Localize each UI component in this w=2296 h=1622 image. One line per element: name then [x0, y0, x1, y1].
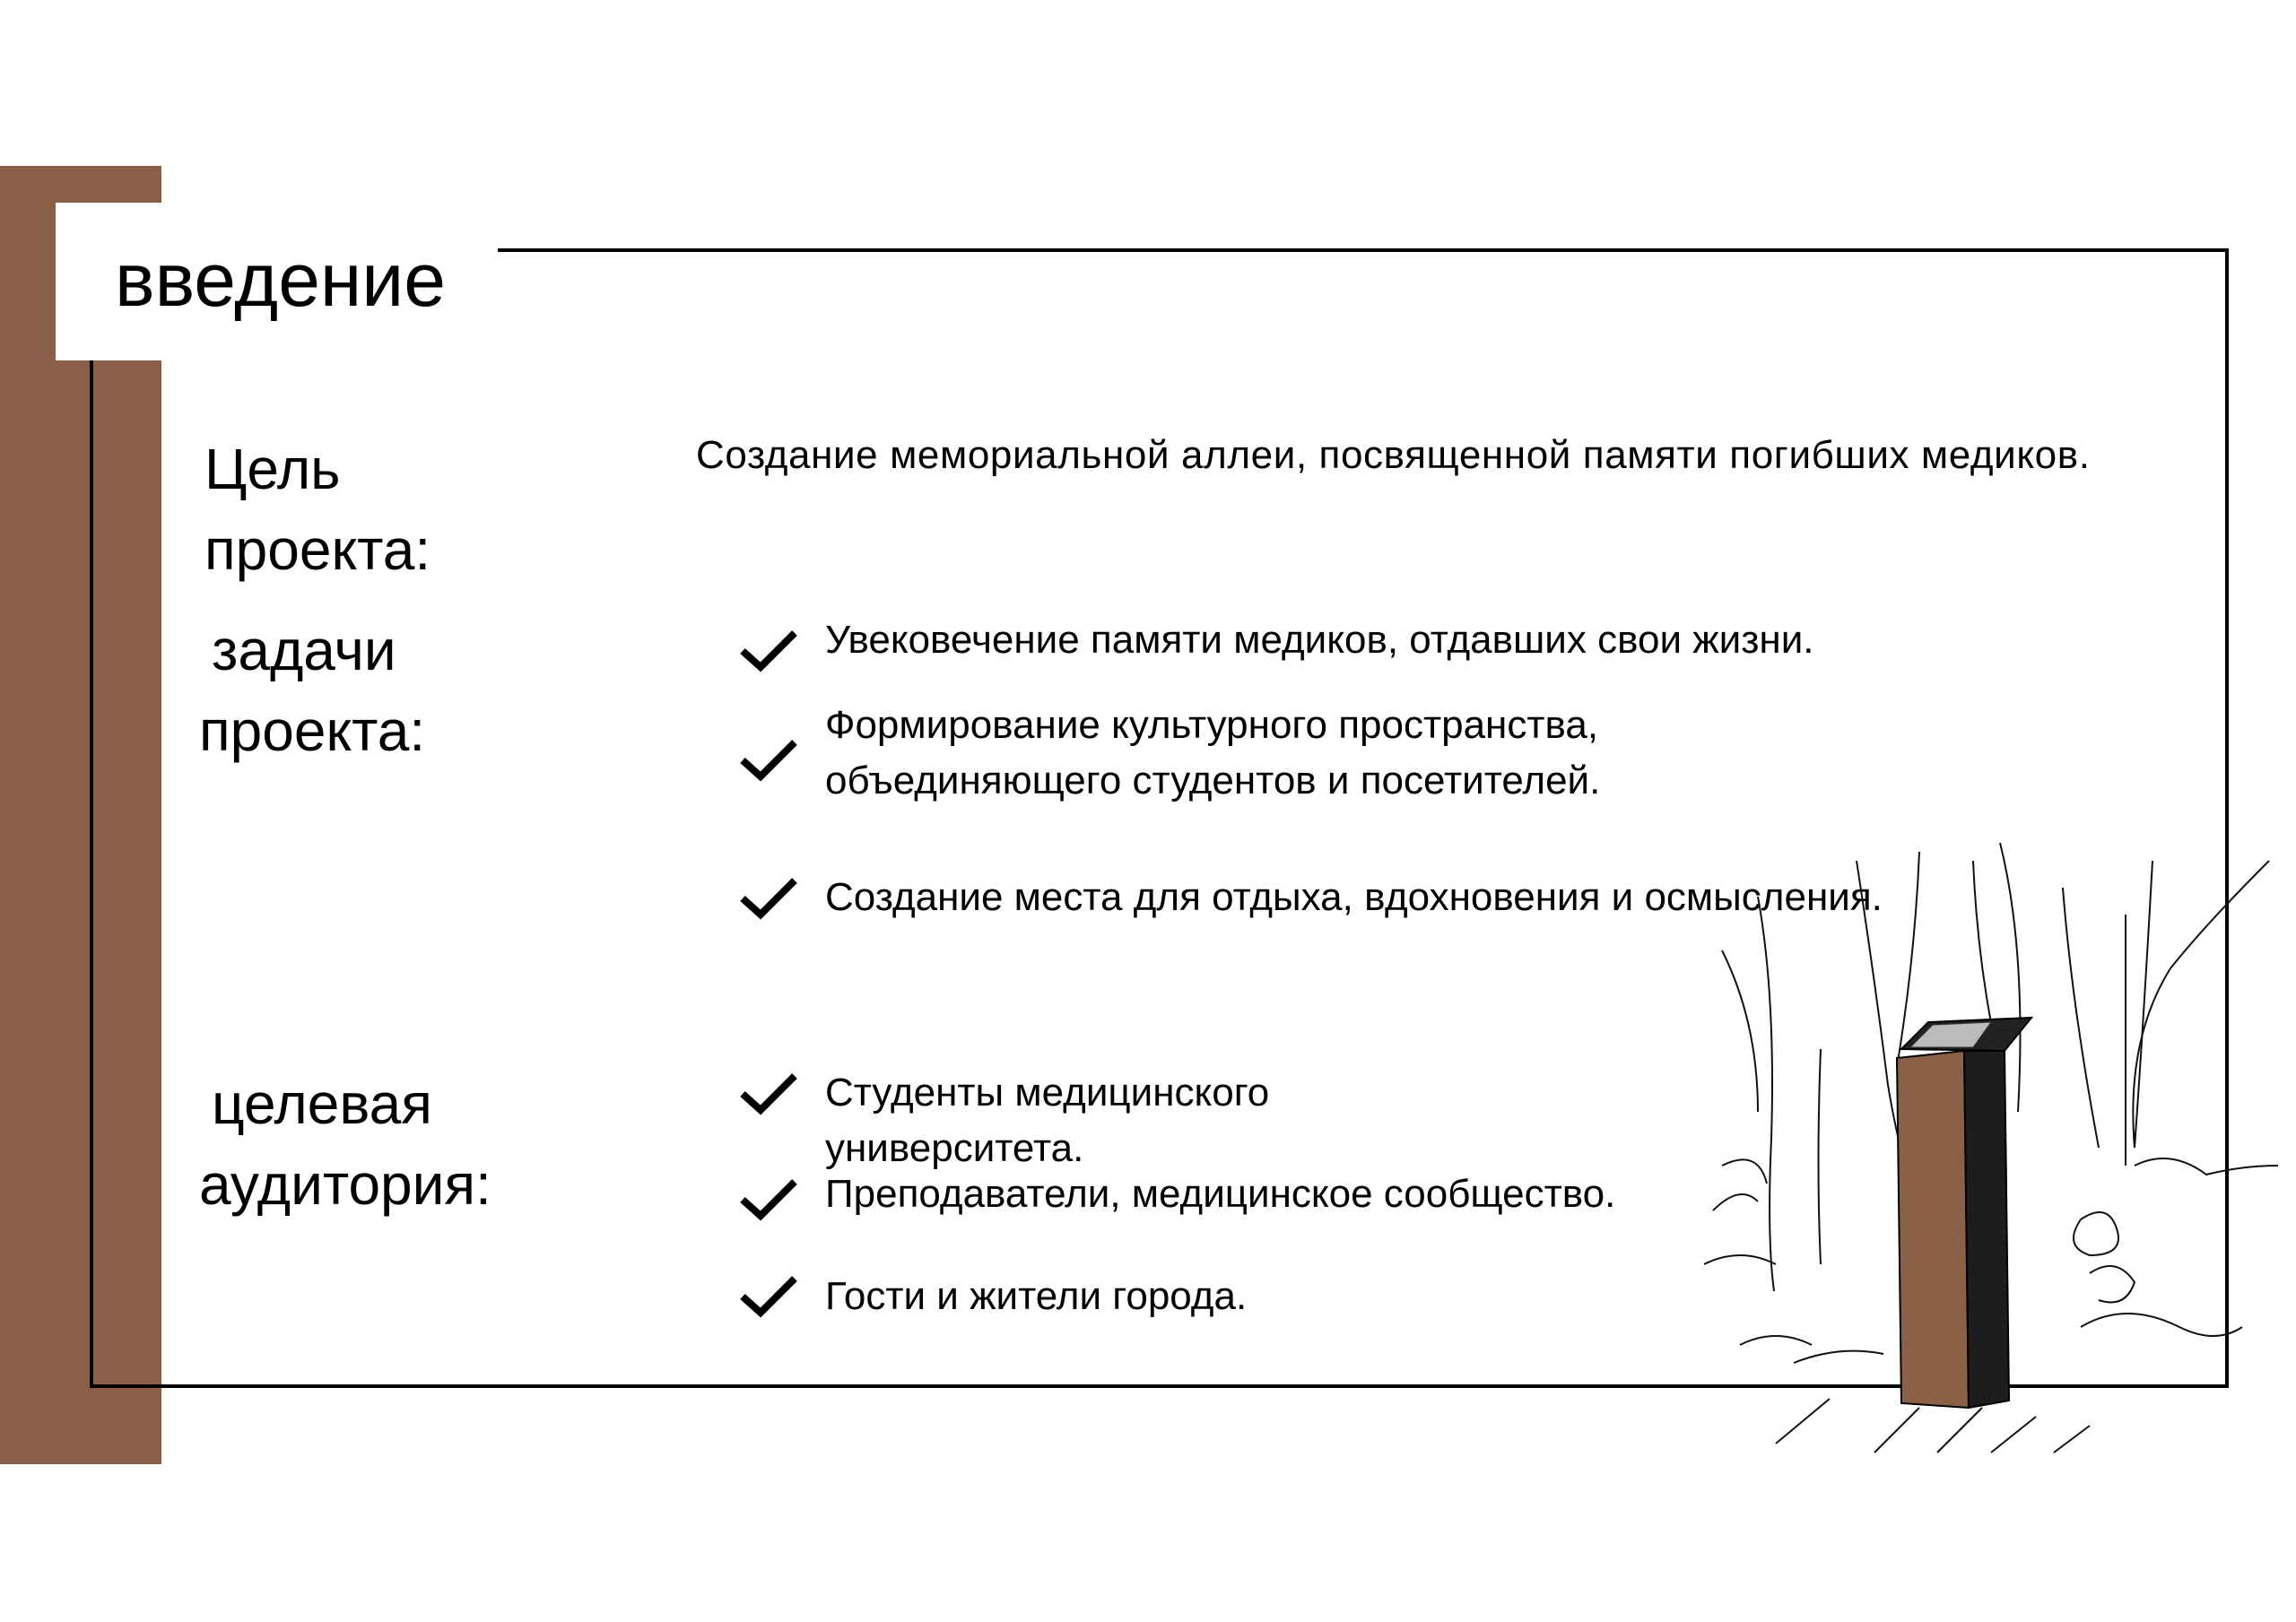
audience-item-line1: Преподаватели, медицинское сообщество.: [825, 1172, 1616, 1216]
checkmark-icon: [737, 873, 800, 924]
audience-label: [199, 1063, 491, 1225]
audience-item-line2: университета.: [825, 1126, 1084, 1170]
goal-label-line1: Цель: [204, 437, 341, 501]
checkmark-icon: [737, 735, 800, 785]
tasks-item-line2: объединяющего студентов и посетителей.: [825, 759, 1601, 802]
tasks-label-line1: задачи: [212, 618, 396, 682]
goal-label-line2: проекта:: [204, 517, 431, 582]
audience-label-line2: аудитория:: [199, 1152, 491, 1217]
goal-label: [204, 429, 430, 590]
memorial-stand: [1897, 1018, 2031, 1408]
tasks-item-line1: Создание места для отдыха, вдохновения и осмысления.: [825, 875, 1883, 919]
audience-item-line1: Гости и жители города.: [825, 1274, 1248, 1318]
tasks-label: [199, 610, 425, 771]
checkmark-icon: [737, 1271, 800, 1322]
tasks-label-line2: проекта:: [199, 698, 426, 763]
checkmark-icon: [737, 1175, 800, 1225]
tasks-item-line1: Увековечение памяти медиков, отдавших свои жизни.: [825, 618, 1814, 662]
goal-text: Создание мемориальной аллеи, посвященной памяти погибших медиков.: [696, 433, 2091, 477]
tasks-list-item: [825, 698, 1600, 809]
audience-list-item: [825, 1167, 1615, 1222]
memorial-stand-sketch: [1704, 843, 2296, 1462]
checkmark-icon: [737, 1069, 800, 1119]
audience-list-item: [825, 1065, 1269, 1176]
audience-item-line1: Студенты медицинского: [825, 1071, 1270, 1115]
audience-list-item: [825, 1269, 1247, 1324]
checkmark-icon: [737, 626, 800, 676]
tasks-list-item: [825, 612, 1814, 668]
page-title: введение: [115, 238, 446, 322]
audience-label-line1: целевая: [212, 1071, 432, 1136]
tasks-item-line1: Формирование культурного пространства,: [825, 703, 1599, 747]
